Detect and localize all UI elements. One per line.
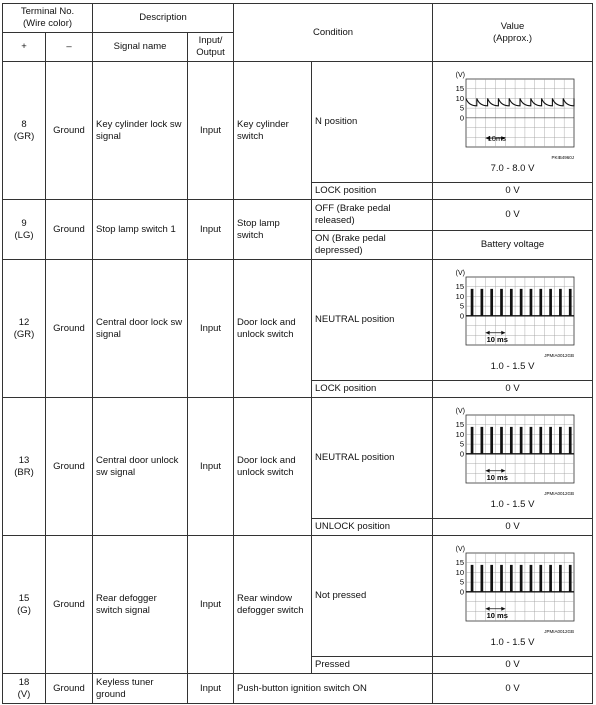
grid-frame: [466, 79, 574, 147]
value-text: 7.0 - 8.0 V: [490, 163, 535, 174]
signal-name-header: Signal name: [93, 33, 188, 62]
subcondition-cell: NEUTRAL position: [312, 260, 433, 381]
signal-name-cell: Stop lamp switch 1: [93, 200, 188, 260]
voltage-tick-label: 0: [459, 311, 464, 321]
subcondition-cell: OFF (Brake pedal released): [312, 200, 433, 231]
voltage-unit-label: (V): [455, 546, 465, 553]
terminal-cell: 15 (G): [3, 536, 46, 674]
ground-cell: Ground: [46, 200, 93, 260]
waveform-figure: [448, 405, 578, 497]
value-cell: [433, 260, 593, 381]
terminal-cell: 13 (BR): [3, 398, 46, 536]
figure-code-label: PKIB4960J: [551, 155, 574, 160]
voltage-tick-label: 10: [455, 429, 464, 439]
voltage-tick-label: 0: [459, 587, 464, 597]
signal-trace: [466, 566, 574, 592]
io-cell: Input: [188, 62, 234, 200]
value-cell: [433, 62, 593, 183]
voltage-tick-label: 5: [459, 439, 464, 449]
condition-cell: Stop lamp switch: [234, 200, 312, 260]
signal-trace: [466, 98, 574, 105]
signal-name-cell: Central door unlock sw signal: [93, 398, 188, 536]
voltage-tick-label: 15: [455, 282, 464, 292]
table-row: [3, 398, 593, 519]
subcondition-cell: NEUTRAL position: [312, 398, 433, 519]
io-cell: Input: [188, 200, 234, 260]
figure-code-label: JPMIA0012GB: [543, 353, 574, 358]
condition-cell: Rear window defogger switch: [234, 536, 312, 674]
value-cell: 0 V: [433, 674, 593, 704]
figure-code-label: JPMIA0012GB: [543, 491, 574, 496]
value-cell: 0 V: [433, 381, 593, 398]
voltage-tick-label: 15: [455, 420, 464, 430]
signal-trace: [466, 290, 574, 316]
condition-cell: Door lock and unlock switch: [234, 260, 312, 398]
condition-cell: Key cylinder switch: [234, 62, 312, 200]
plus-header: +: [3, 33, 46, 62]
subcondition-cell: Pressed: [312, 657, 433, 674]
value-cell: 0 V: [433, 657, 593, 674]
value-cell: 0 V: [433, 519, 593, 536]
io-cell: Input: [188, 260, 234, 398]
value-cell: 0 V: [433, 200, 593, 231]
io-cell: Input: [188, 536, 234, 674]
voltage-tick-label: 5: [459, 301, 464, 311]
terminal-cell: 8 (GR): [3, 62, 46, 200]
condition-cell: Push-button ignition switch ON: [234, 674, 433, 704]
subcondition-cell: Not pressed: [312, 536, 433, 657]
ground-cell: Ground: [46, 260, 93, 398]
value-cell: [433, 536, 593, 657]
table-row: [3, 260, 593, 381]
voltage-tick-label: 0: [459, 113, 464, 123]
table-row: [3, 536, 593, 657]
time-scale-label: 10 ms: [486, 610, 508, 620]
table-row: [3, 200, 593, 231]
voltage-tick-label: 15: [455, 558, 464, 568]
waveform-figure: [448, 543, 578, 635]
voltage-tick-label: 15: [455, 84, 464, 94]
value-cell: [433, 398, 593, 519]
ground-cell: Ground: [46, 674, 93, 704]
input-output-header: Input/ Output: [188, 33, 234, 62]
value-text: 1.0 - 1.5 V: [490, 637, 535, 648]
voltage-unit-label: (V): [455, 408, 465, 415]
voltage-tick-label: 0: [459, 449, 464, 459]
waveform-figure: [448, 69, 578, 161]
voltage-tick-label: 10: [455, 291, 464, 301]
description-header: Description: [93, 4, 234, 33]
signal-name-cell: Key cylinder lock sw signal: [93, 62, 188, 200]
voltage-unit-label: (V): [455, 72, 465, 79]
time-scale-label: 10 ms: [486, 472, 508, 482]
voltage-tick-label: 5: [459, 577, 464, 587]
ground-cell: Ground: [46, 398, 93, 536]
terminal-no-header: Terminal No. (Wire color): [3, 4, 93, 33]
subcondition-cell: N position: [312, 62, 433, 183]
waveform-figure: [448, 267, 578, 359]
value-header: Value (Approx.): [433, 4, 593, 62]
terminal-cell: 9 (LG): [3, 200, 46, 260]
signal-trace: [466, 428, 574, 454]
subcondition-cell: LOCK position: [312, 183, 433, 200]
subcondition-cell: LOCK position: [312, 381, 433, 398]
terminal-spec-table: [2, 3, 593, 704]
terminal-cell: 12 (GR): [3, 260, 46, 398]
value-text: 1.0 - 1.5 V: [490, 361, 535, 372]
condition-header: Condition: [234, 4, 433, 62]
condition-cell: Door lock and unlock switch: [234, 398, 312, 536]
subcondition-cell: ON (Brake pedal depressed): [312, 231, 433, 260]
terminal-cell: 18 (V): [3, 674, 46, 704]
minus-header: –: [46, 33, 93, 62]
ground-cell: Ground: [46, 536, 93, 674]
value-text: 1.0 - 1.5 V: [490, 499, 535, 510]
voltage-tick-label: 10: [455, 93, 464, 103]
voltage-unit-label: (V): [455, 270, 465, 277]
table-row: [3, 674, 593, 704]
signal-name-cell: Rear defogger switch signal: [93, 536, 188, 674]
value-cell: 0 V: [433, 183, 593, 200]
voltage-tick-label: 5: [459, 103, 464, 113]
voltage-tick-label: 10: [455, 567, 464, 577]
figure-code-label: JPMIA0012GB: [543, 629, 574, 634]
time-scale-label: 10ms: [487, 134, 506, 144]
signal-name-cell: Central door lock sw signal: [93, 260, 188, 398]
io-cell: Input: [188, 398, 234, 536]
io-cell: Input: [188, 674, 234, 704]
value-cell: Battery voltage: [433, 231, 593, 260]
table-row: [3, 62, 593, 183]
ground-cell: Ground: [46, 62, 93, 200]
signal-name-cell: Keyless tuner ground: [93, 674, 188, 704]
subcondition-cell: UNLOCK position: [312, 519, 433, 536]
time-scale-label: 10 ms: [486, 334, 508, 344]
